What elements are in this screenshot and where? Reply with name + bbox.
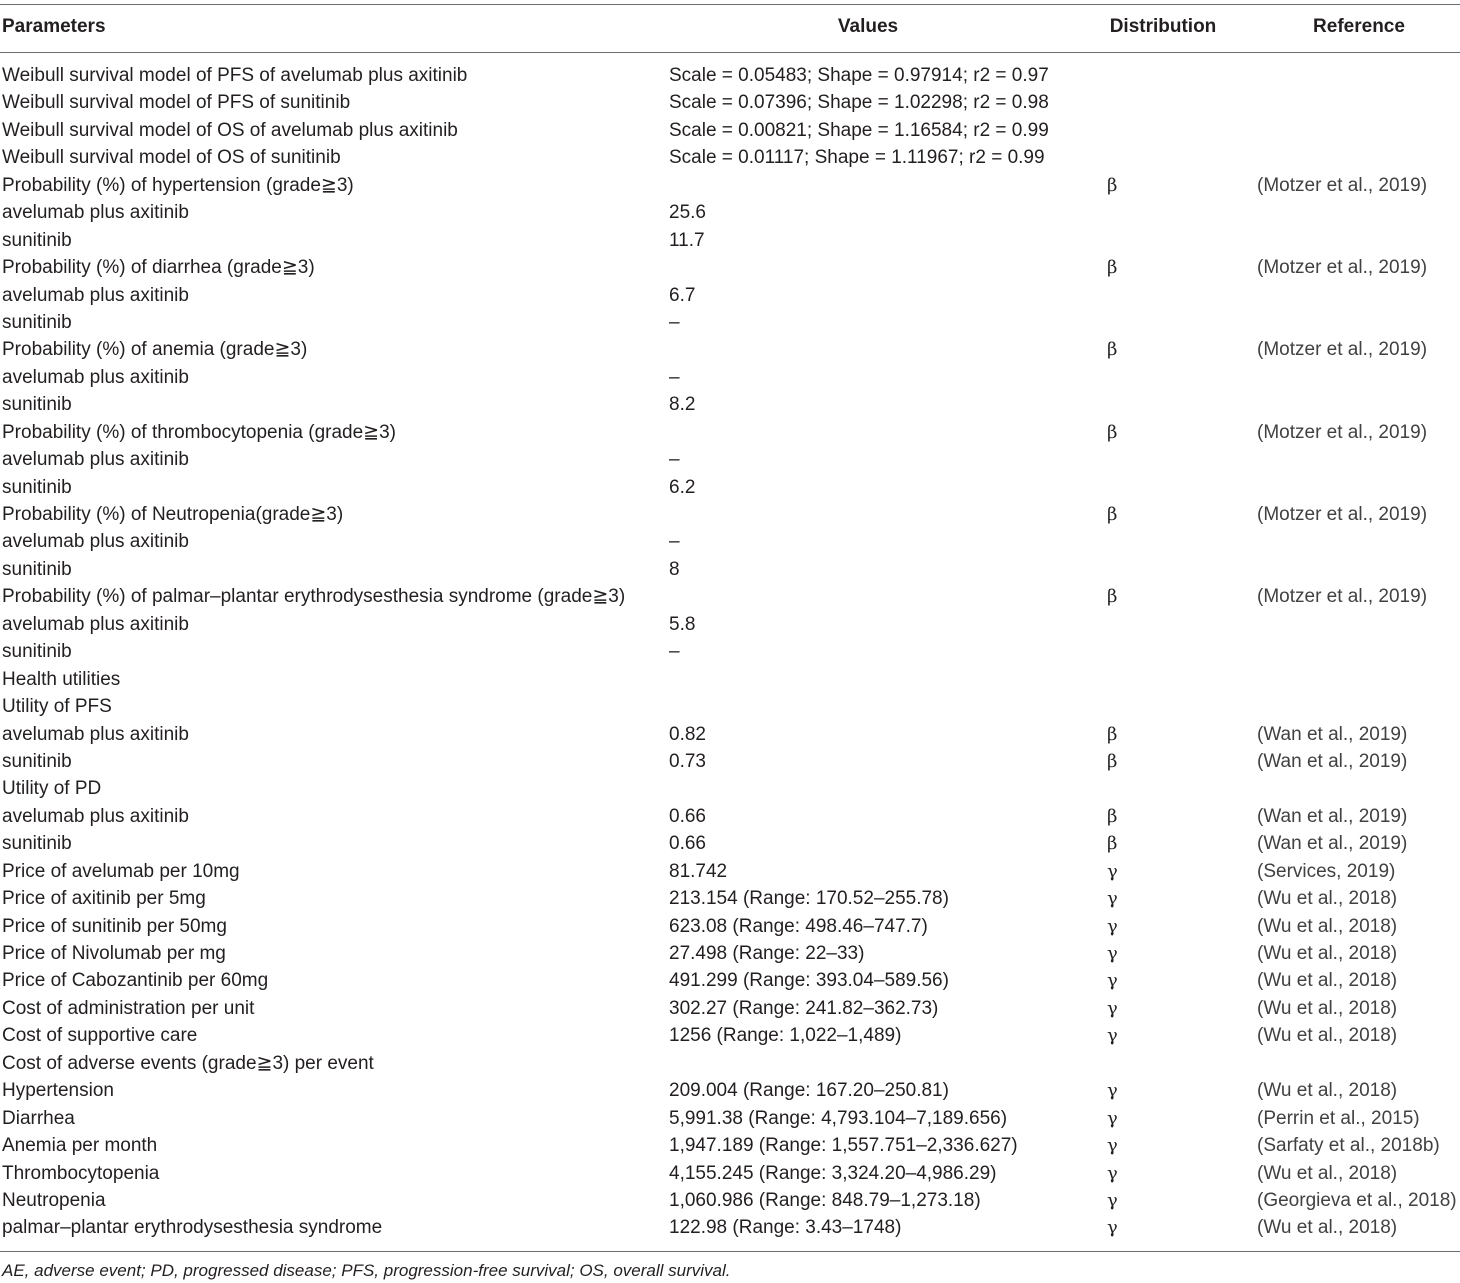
- table-row: [0, 638, 1460, 665]
- cell-distribution: γ: [1107, 1107, 1118, 1129]
- table-row: [0, 172, 1460, 199]
- table-row: [0, 89, 1460, 116]
- cell-reference: (Motzer et al., 2019): [1257, 421, 1428, 443]
- cell-parameter: Cost of adverse events (grade≧3) per event: [2, 1052, 374, 1074]
- table-row: [0, 885, 1460, 912]
- table-row: [0, 528, 1460, 555]
- cell-parameter: Probability (%) of palmar–plantar erythrodysesthesia syndrome (grade≧3): [2, 586, 626, 608]
- cell-distribution: γ: [1107, 1135, 1118, 1157]
- cell-parameter: avelumab plus axitinib: [2, 449, 189, 471]
- table-row: [0, 336, 1460, 363]
- table-row: [0, 62, 1460, 89]
- table-row: [0, 803, 1460, 830]
- cell-parameter: Utility of PD: [2, 778, 102, 800]
- cell-reference: (Motzer et al., 2019): [1257, 174, 1428, 196]
- cell-reference: (Wan et al., 2019): [1257, 723, 1408, 745]
- cell-reference: (Wu et al., 2018): [1257, 997, 1398, 1019]
- cell-parameter: sunitinib: [2, 229, 72, 251]
- table-row: [0, 364, 1460, 391]
- header-reference: Reference: [1313, 16, 1405, 37]
- cell-reference: (Wu et al., 2018): [1257, 915, 1398, 937]
- cell-reference: (Wan et al., 2019): [1257, 805, 1408, 827]
- cell-value: Scale = 0.00821; Shape = 1.16584; r2 = 0.99: [669, 119, 1049, 141]
- table-row: [0, 693, 1460, 720]
- cell-value: 11.7: [669, 229, 705, 251]
- cell-parameter: Weibull survival model of PFS of avelumab plus axitinib: [2, 65, 468, 86]
- cell-parameter: Utility of PFS: [2, 696, 112, 718]
- table-row: [0, 282, 1460, 309]
- cell-value: 0.82: [669, 723, 706, 745]
- cell-value: Scale = 0.07396; Shape = 1.02298; r2 = 0.98: [669, 92, 1049, 114]
- cell-reference: (Wu et al., 2018): [1257, 1080, 1398, 1102]
- cell-value: 0.66: [669, 805, 706, 827]
- table-row: [0, 748, 1460, 775]
- table-top-rule: [0, 4, 1460, 5]
- cell-value: 5,991.38 (Range: 4,793.104–7,189.656): [669, 1107, 1008, 1129]
- table-row: [0, 474, 1460, 501]
- cell-parameter: Price of axitinib per 5mg: [2, 888, 206, 910]
- cell-value: –: [669, 366, 680, 388]
- cell-value: 5.8: [669, 613, 696, 635]
- cell-parameter: Weibull survival model of PFS of sunitinib: [2, 92, 351, 114]
- cell-reference: (Wu et al., 2018): [1257, 1162, 1398, 1184]
- table-row: [0, 556, 1460, 583]
- cell-parameter: Probability (%) of anemia (grade≧3): [2, 339, 308, 361]
- table-row: [0, 1050, 1460, 1077]
- cell-reference: (Wu et al., 2018): [1257, 970, 1398, 992]
- cell-parameter: avelumab plus axitinib: [2, 202, 189, 224]
- cell-distribution: γ: [1107, 1189, 1118, 1211]
- cell-parameter: Cost of administration per unit: [2, 997, 255, 1019]
- cell-value: 6.2: [669, 476, 696, 498]
- table-row: [0, 199, 1460, 226]
- table-row: [0, 995, 1460, 1022]
- cell-reference: (Wu et al., 2018): [1257, 1217, 1398, 1239]
- cell-reference: (Georgieva et al., 2018): [1257, 1189, 1457, 1211]
- cell-parameter: Price of Cabozantinib per 60mg: [2, 970, 269, 992]
- table-row: [0, 583, 1460, 610]
- cell-parameter: avelumab plus axitinib: [2, 723, 189, 745]
- cell-distribution: β: [1107, 421, 1118, 443]
- cell-parameter: Price of avelumab per 10mg: [2, 860, 240, 882]
- table-row: [0, 501, 1460, 528]
- table-row: [0, 1077, 1460, 1104]
- cell-parameter: Price of Nivolumab per mg: [2, 943, 226, 964]
- cell-parameter: Weibull survival model of OS of avelumab plus axitinib: [2, 119, 458, 141]
- cell-distribution: γ: [1107, 888, 1118, 910]
- cell-parameter: palmar–plantar erythrodysesthesia syndrome: [2, 1217, 383, 1239]
- cell-value: –: [669, 449, 680, 471]
- cell-value: 8: [669, 558, 680, 580]
- cell-parameter: Probability (%) of diarrhea (grade≧3): [2, 257, 315, 279]
- cell-distribution: γ: [1107, 970, 1118, 992]
- cell-parameter: Probability (%) of thrombocytopenia (grade≧3): [2, 421, 396, 443]
- cell-value: 4,155.245 (Range: 3,324.20–4,986.29): [669, 1162, 997, 1184]
- table-row: [0, 419, 1460, 446]
- cell-reference: (Motzer et al., 2019): [1257, 586, 1428, 608]
- cell-distribution: β: [1107, 174, 1118, 196]
- cell-distribution: γ: [1107, 997, 1118, 1019]
- cell-value: 27.498 (Range: 22–33): [669, 943, 865, 964]
- table-row: [0, 858, 1460, 885]
- cell-distribution: γ: [1107, 1162, 1118, 1184]
- table-body: [0, 62, 1460, 1242]
- cell-value: –: [669, 641, 680, 663]
- cell-value: 209.004 (Range: 167.20–250.81): [669, 1080, 949, 1102]
- cell-value: Scale = 0.01117; Shape = 1.11967; r2 = 0.99: [669, 147, 1045, 169]
- cell-distribution: γ: [1107, 1080, 1118, 1102]
- cell-parameter: sunitinib: [2, 641, 72, 663]
- cell-reference: (Motzer et al., 2019): [1257, 339, 1428, 361]
- cell-parameter: sunitinib: [2, 394, 72, 416]
- cell-distribution: β: [1107, 586, 1118, 608]
- cell-value: 0.73: [669, 750, 706, 772]
- cell-value: 1,947.189 (Range: 1,557.751–2,336.627): [669, 1135, 1018, 1157]
- table-row: [0, 144, 1460, 171]
- cell-reference: (Motzer et al., 2019): [1257, 257, 1428, 279]
- table-header-row: [0, 10, 1460, 44]
- cell-parameter: Health utilities: [2, 668, 121, 690]
- cell-value: –: [669, 311, 680, 333]
- table-row: [0, 1187, 1460, 1214]
- table-row: [0, 227, 1460, 254]
- cell-value: 1256 (Range: 1,022–1,489): [669, 1025, 902, 1047]
- table-row: [0, 1160, 1460, 1187]
- cell-value: 25.6: [669, 202, 706, 224]
- cell-parameter: Neutropenia: [2, 1189, 106, 1211]
- cell-value: 0.66: [669, 833, 706, 855]
- header-distribution: Distribution: [1109, 16, 1217, 37]
- cell-value: 8.2: [669, 394, 696, 416]
- cell-reference: (Wu et al., 2018): [1257, 1025, 1398, 1047]
- table-row: [0, 721, 1460, 748]
- cell-value: 6.7: [669, 284, 696, 306]
- cell-parameter: sunitinib: [2, 476, 72, 498]
- cell-distribution: β: [1107, 257, 1118, 279]
- table-row: [0, 913, 1460, 940]
- cell-value: Scale = 0.05483; Shape = 0.97914; r2 = 0.97: [669, 65, 1049, 86]
- cell-parameter: Cost of supportive care: [2, 1025, 198, 1047]
- cell-value: 302.27 (Range: 241.82–362.73): [669, 997, 939, 1019]
- cell-value: 491.299 (Range: 393.04–589.56): [669, 970, 949, 992]
- table-row: [0, 391, 1460, 418]
- cell-parameter: Hypertension: [2, 1080, 114, 1102]
- table-row: [0, 1214, 1460, 1241]
- cell-distribution: γ: [1107, 860, 1118, 882]
- cell-reference: (Services, 2019): [1257, 860, 1396, 882]
- header-values: Values: [837, 16, 899, 37]
- cell-parameter: Anemia per month: [2, 1135, 158, 1157]
- table-row: [0, 967, 1460, 994]
- table-bottom-rule: [0, 1251, 1460, 1252]
- cell-parameter: Probability (%) of Neutropenia(grade≧3): [2, 504, 344, 525]
- table-footnote: AE, adverse event; PD, progressed disease; PFS, progression-free survival; OS, overall survival.: [2, 1261, 731, 1280]
- cell-parameter: avelumab plus axitinib: [2, 366, 189, 388]
- cell-parameter: sunitinib: [2, 311, 72, 333]
- cell-value: 213.154 (Range: 170.52–255.78): [669, 888, 949, 910]
- cell-value: –: [669, 531, 680, 553]
- cell-reference: (Perrin et al., 2015): [1257, 1107, 1420, 1129]
- cell-reference: (Wan et al., 2019): [1257, 833, 1408, 855]
- cell-value: 81.742: [669, 860, 728, 882]
- cell-parameter: avelumab plus axitinib: [2, 284, 189, 306]
- cell-distribution: β: [1107, 504, 1118, 525]
- cell-distribution: β: [1107, 805, 1118, 827]
- cell-parameter: sunitinib: [2, 750, 72, 772]
- table-row: [0, 940, 1460, 967]
- table-row: [0, 1132, 1460, 1159]
- table-row: [0, 830, 1460, 857]
- table-row: [0, 666, 1460, 693]
- table-row: [0, 775, 1460, 802]
- cell-parameter: Thrombocytopenia: [2, 1162, 160, 1184]
- cell-parameter: sunitinib: [2, 558, 72, 580]
- table-row: [0, 1105, 1460, 1132]
- cell-distribution: β: [1107, 833, 1118, 855]
- table-row: [0, 254, 1460, 281]
- cell-distribution: β: [1107, 339, 1118, 361]
- cell-reference: (Motzer et al., 2019): [1257, 504, 1428, 525]
- table-row: [0, 611, 1460, 638]
- cell-parameter: Diarrhea: [2, 1107, 75, 1129]
- cell-reference: (Wu et al., 2018): [1257, 888, 1398, 910]
- cell-distribution: γ: [1107, 1025, 1118, 1047]
- table-row: [0, 1022, 1460, 1049]
- cell-distribution: β: [1107, 750, 1118, 772]
- cell-parameter: Probability (%) of hypertension (grade≧3): [2, 174, 354, 196]
- cell-value: 1,060.986 (Range: 848.79–1,273.18): [669, 1189, 981, 1211]
- cell-parameter: Price of sunitinib per 50mg: [2, 915, 227, 937]
- cell-parameter: avelumab plus axitinib: [2, 805, 189, 827]
- cell-distribution: γ: [1107, 915, 1118, 937]
- table-row: [0, 117, 1460, 144]
- cell-distribution: γ: [1107, 943, 1118, 964]
- cell-parameter: Weibull survival model of OS of sunitinib: [2, 147, 341, 169]
- table-header-rule: [0, 52, 1460, 53]
- cell-reference: (Wu et al., 2018): [1257, 943, 1398, 964]
- cell-value: 623.08 (Range: 498.46–747.7): [669, 915, 928, 937]
- table-row: [0, 309, 1460, 336]
- cell-distribution: β: [1107, 723, 1118, 745]
- cell-value: 122.98 (Range: 3.43–1748): [669, 1217, 902, 1239]
- cell-parameter: avelumab plus axitinib: [2, 613, 189, 635]
- cell-reference: (Wan et al., 2019): [1257, 750, 1408, 772]
- cell-parameter: avelumab plus axitinib: [2, 531, 189, 553]
- cell-parameter: sunitinib: [2, 833, 72, 855]
- cell-distribution: γ: [1107, 1217, 1118, 1239]
- cell-reference: (Sarfaty et al., 2018b): [1257, 1135, 1440, 1157]
- table-row: [0, 446, 1460, 473]
- header-parameters: Parameters: [2, 16, 106, 37]
